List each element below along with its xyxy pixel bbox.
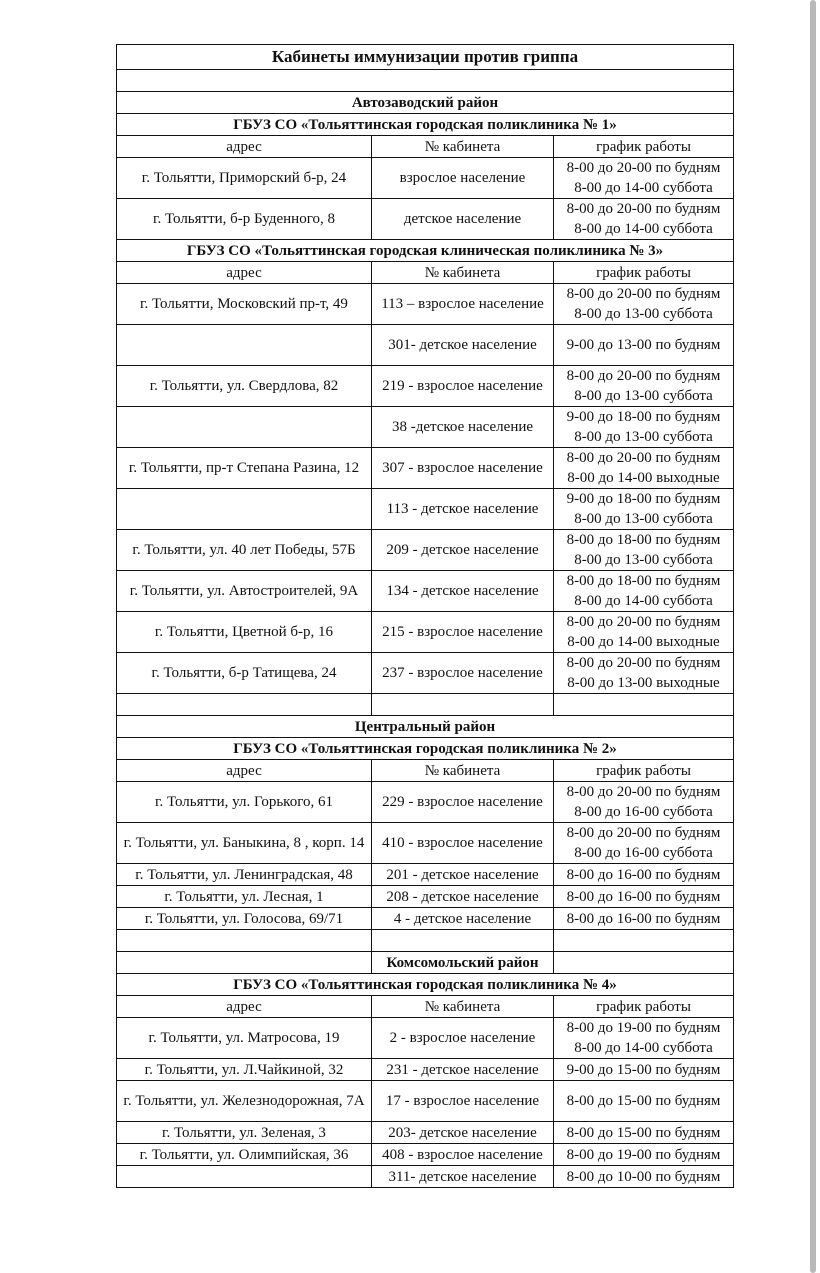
schedule-cell [554, 571, 734, 612]
blank-cell [117, 694, 372, 716]
address-cell [117, 407, 372, 448]
cabinet-cell: 301- детское население [372, 325, 554, 366]
schedule-cell: 8-00 до 16-00 по будням [554, 908, 734, 930]
blank-cell [117, 952, 372, 974]
cabinet-cell: 4 - детское население [372, 908, 554, 930]
address-cell [117, 325, 372, 366]
address-cell: г. Тольятти, ул. Железнодорожная, 7А [117, 1081, 372, 1122]
clinic-row [117, 114, 734, 136]
table-row [117, 823, 734, 864]
schedule-line: 8-00 до 20-00 по будням [566, 825, 721, 841]
blank-row [117, 70, 734, 92]
schedule-cell [554, 653, 734, 694]
schedule-cell: 8-00 до 16-00 по будням [554, 864, 734, 886]
clinic-row [117, 974, 734, 996]
address-cell: г. Тольятти, ул. Ленинградская, 48 [117, 864, 372, 886]
schedule-line: 8-00 до 20-00 по будням [566, 655, 721, 671]
schedule-cell: 8-00 до 19-00 по будням [554, 1144, 734, 1166]
header-address: адрес [117, 136, 372, 158]
cabinet-cell: 201 - детское население [372, 864, 554, 886]
title-row [117, 45, 734, 70]
schedule-line: 8-00 до 13-00 суббота [574, 429, 713, 445]
cabinet-cell: 2 - взрослое население [372, 1018, 554, 1059]
header-address: адрес [117, 996, 372, 1018]
schedule-line: 8-00 до 20-00 по будням [566, 368, 721, 384]
table-row [117, 199, 734, 240]
table-row [117, 782, 734, 823]
schedule-cell [554, 782, 734, 823]
table-row [117, 571, 734, 612]
immunization-table [116, 44, 734, 1188]
cabinet-cell: 408 - взрослое население [372, 1144, 554, 1166]
blank-row [117, 930, 734, 952]
schedule-line: 8-00 до 20-00 по будням [566, 201, 721, 217]
table-row [117, 489, 734, 530]
district-name: Автозаводский район [117, 92, 734, 114]
table-row [117, 158, 734, 199]
address-cell: г. Тольятти, пр-т Степана Разина, 12 [117, 448, 372, 489]
cabinet-cell: 237 - взрослое население [372, 653, 554, 694]
cabinet-cell: 219 - взрослое население [372, 366, 554, 407]
schedule-line: 8-00 до 16-00 суббота [574, 845, 713, 861]
header-row [117, 262, 734, 284]
header-cabinet: № кабинета [372, 760, 554, 782]
address-cell: г. Тольятти, ул. Лесная, 1 [117, 886, 372, 908]
schedule-line: 8-00 до 14-00 выходные [567, 470, 720, 486]
schedule-line: 8-00 до 14-00 суббота [574, 593, 713, 609]
district-name: Комсомольский район [372, 952, 554, 974]
table-row [117, 612, 734, 653]
cabinet-cell: 209 - детское население [372, 530, 554, 571]
cabinet-cell: взрослое население [372, 158, 554, 199]
schedule-line: 8-00 до 20-00 по будням [566, 160, 721, 176]
header-schedule: график работы [554, 760, 734, 782]
table-title: Кабинеты иммунизации против гриппа [117, 45, 734, 70]
header-cabinet: № кабинета [372, 996, 554, 1018]
cabinet-cell: 113 - детское население [372, 489, 554, 530]
header-row [117, 760, 734, 782]
scrollbar[interactable] [810, 0, 816, 1273]
address-cell: г. Тольятти, ул. Л.Чайкиной, 32 [117, 1059, 372, 1081]
schedule-line: 8-00 до 13-00 суббота [574, 511, 713, 527]
cabinet-cell: 203- детское население [372, 1122, 554, 1144]
clinic-name: ГБУЗ СО «Тольяттинская городская поликлиника № 1» [117, 114, 734, 136]
schedule-line: 8-00 до 18-00 по будням [566, 573, 721, 589]
schedule-line: 9-00 до 18-00 по будням [566, 409, 721, 425]
blank-cell [372, 694, 554, 716]
table-row [117, 908, 734, 930]
address-cell: г. Тольятти, Цветной б-р, 16 [117, 612, 372, 653]
schedule-cell: 9-00 до 13-00 по будням [554, 325, 734, 366]
address-cell: г. Тольятти, ул. Автостроителей, 9А [117, 571, 372, 612]
schedule-cell [554, 158, 734, 199]
schedule-line: 9-00 до 18-00 по будням [566, 491, 721, 507]
schedule-cell [554, 199, 734, 240]
header-row [117, 136, 734, 158]
schedule-line: 8-00 до 14-00 суббота [574, 1040, 713, 1056]
clinic-name: ГБУЗ СО «Тольяттинская городская поликлиника № 2» [117, 738, 734, 760]
address-cell [117, 489, 372, 530]
blank-row [117, 694, 734, 716]
schedule-line: 8-00 до 19-00 по будням [566, 1020, 721, 1036]
cabinet-cell: 208 - детское население [372, 886, 554, 908]
address-cell: г. Тольятти, ул. Матросова, 19 [117, 1018, 372, 1059]
header-address: адрес [117, 262, 372, 284]
schedule-line: 8-00 до 14-00 суббота [574, 180, 713, 196]
schedule-line: 8-00 до 16-00 суббота [574, 804, 713, 820]
blank-cell [372, 930, 554, 952]
schedule-line: 8-00 до 14-00 выходные [567, 634, 720, 650]
header-schedule: график работы [554, 262, 734, 284]
address-cell: г. Тольятти, ул. Олимпийская, 36 [117, 1144, 372, 1166]
schedule-cell [554, 489, 734, 530]
district-row [117, 952, 734, 974]
cabinet-cell: 311- детское население [372, 1166, 554, 1188]
blank-cell [554, 930, 734, 952]
schedule-cell [554, 407, 734, 448]
cabinet-cell: 17 - взрослое население [372, 1081, 554, 1122]
table-row [117, 653, 734, 694]
cabinet-cell: 215 - взрослое население [372, 612, 554, 653]
clinic-row [117, 738, 734, 760]
schedule-cell [554, 612, 734, 653]
schedule-cell [554, 530, 734, 571]
clinic-row [117, 240, 734, 262]
address-cell: г. Тольятти, Московский пр-т, 49 [117, 284, 372, 325]
schedule-line: 8-00 до 13-00 суббота [574, 306, 713, 322]
cabinet-cell: 231 - детское население [372, 1059, 554, 1081]
table-row [117, 1018, 734, 1059]
schedule-cell [554, 284, 734, 325]
address-cell: г. Тольятти, ул. Горького, 61 [117, 782, 372, 823]
district-row [117, 92, 734, 114]
schedule-line: 8-00 до 13-00 выходные [567, 675, 720, 691]
cabinet-cell: 38 -детское население [372, 407, 554, 448]
header-schedule: график работы [554, 996, 734, 1018]
cabinet-cell: 410 - взрослое население [372, 823, 554, 864]
blank-cell [554, 952, 734, 974]
address-cell: г. Тольятти, б-р Татищева, 24 [117, 653, 372, 694]
schedule-cell: 9-00 до 15-00 по будням [554, 1059, 734, 1081]
clinic-name: ГБУЗ СО «Тольяттинская городская клиническая поликлиника № 3» [117, 240, 734, 262]
table-row [117, 1144, 734, 1166]
address-cell: г. Тольятти, ул. Баныкина, 8 , корп. 14 [117, 823, 372, 864]
clinic-name: ГБУЗ СО «Тольяттинская городская поликлиника № 4» [117, 974, 734, 996]
schedule-line: 8-00 до 20-00 по будням [566, 450, 721, 466]
header-cabinet: № кабинета [372, 262, 554, 284]
schedule-cell [554, 448, 734, 489]
table-row [117, 886, 734, 908]
blank-cell [117, 930, 372, 952]
district-row [117, 716, 734, 738]
schedule-cell [554, 1018, 734, 1059]
schedule-line: 8-00 до 20-00 по будням [566, 286, 721, 302]
schedule-line: 8-00 до 14-00 суббота [574, 221, 713, 237]
blank-cell [117, 70, 734, 92]
cabinet-cell: 307 - взрослое население [372, 448, 554, 489]
schedule-cell: 8-00 до 15-00 по будням [554, 1081, 734, 1122]
address-cell: г. Тольятти, Приморский б-р, 24 [117, 158, 372, 199]
schedule-line: 8-00 до 20-00 по будням [566, 614, 721, 630]
header-address: адрес [117, 760, 372, 782]
cabinet-cell: 229 - взрослое население [372, 782, 554, 823]
schedule-cell: 8-00 до 15-00 по будням [554, 1122, 734, 1144]
address-cell: г. Тольятти, б-р Буденного, 8 [117, 199, 372, 240]
table-row [117, 284, 734, 325]
schedule-cell [554, 823, 734, 864]
schedule-cell: 8-00 до 10-00 по будням [554, 1166, 734, 1188]
table-row [117, 448, 734, 489]
table-row [117, 366, 734, 407]
schedule-line: 8-00 до 18-00 по будням [566, 532, 721, 548]
cabinet-cell: 134 - детское население [372, 571, 554, 612]
table-row [117, 1059, 734, 1081]
address-cell: г. Тольятти, ул. 40 лет Победы, 57Б [117, 530, 372, 571]
header-row [117, 996, 734, 1018]
cabinet-cell: детское население [372, 199, 554, 240]
address-cell [117, 1166, 372, 1188]
address-cell: г. Тольятти, ул. Свердлова, 82 [117, 366, 372, 407]
table-row [117, 1081, 734, 1122]
schedule-line: 8-00 до 13-00 суббота [574, 388, 713, 404]
address-cell: г. Тольятти, ул. Зеленая, 3 [117, 1122, 372, 1144]
table-row [117, 407, 734, 448]
table-row [117, 325, 734, 366]
schedule-cell: 8-00 до 16-00 по будням [554, 886, 734, 908]
table-row [117, 530, 734, 571]
schedule-line: 8-00 до 13-00 суббота [574, 552, 713, 568]
cabinet-cell: 113 – взрослое население [372, 284, 554, 325]
table-row [117, 1122, 734, 1144]
table-row [117, 1166, 734, 1188]
schedule-cell [554, 366, 734, 407]
header-cabinet: № кабинета [372, 136, 554, 158]
blank-cell [554, 694, 734, 716]
header-schedule: график работы [554, 136, 734, 158]
district-name: Центральный район [117, 716, 734, 738]
address-cell: г. Тольятти, ул. Голосова, 69/71 [117, 908, 372, 930]
table-row [117, 864, 734, 886]
schedule-line: 8-00 до 20-00 по будням [566, 784, 721, 800]
